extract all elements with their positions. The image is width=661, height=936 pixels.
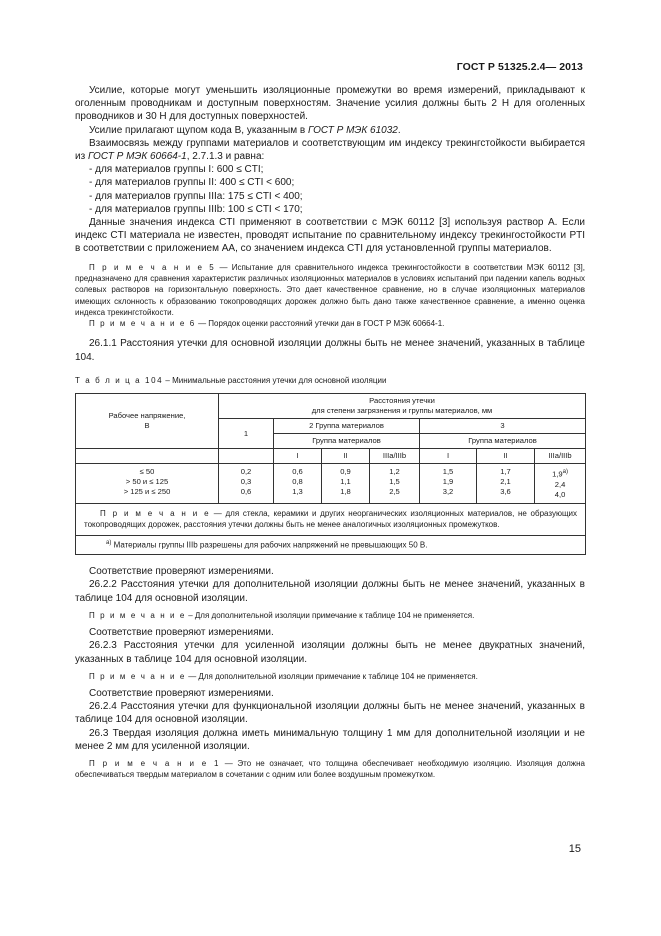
clause-26-2-2: 26.2.2 Расстояния утечки для дополнительной изоляции должны быть не менее значений, указанных в таблице 104 для основной изоляции. xyxy=(75,579,585,604)
degree2-group3-values: 1,2 1,5 2,5 xyxy=(370,464,420,504)
creepage-table xyxy=(75,393,586,555)
page-body xyxy=(75,84,585,781)
header-group-3: Группа материалов xyxy=(420,434,586,449)
check-statement: Соответствие проверяют измерениями. xyxy=(89,688,274,700)
paragraph-probe: Усилие прилагают щупом кода В, указанным в ГОСТ Р МЭК 61032. xyxy=(89,124,401,136)
paragraph-force: Усилие, которые могут уменьшить изоляционные промежутки во время измерений, прикладывают к оголенным проводникам и доступным поверхностям. Значение усилия должны быть 2 Н для оголенных проводников и 30 Н для доступных поверхностей. xyxy=(75,85,585,123)
table-caption: Т а б л и ц а 104 – Минимальные расстояния утечки для основной изоляции xyxy=(75,375,387,385)
note-5: П р и м е ч а н и е 5 — Испытание для сравнительного индекса трекингостойкости в соответствии МЭК 60112 [3], предназначено для сравнения характеристик различных изоляционных материалов в условиях испытаний при падении капель водных солевых растворов на горизонтальную поверхность. Это дает качественное сравнение, но в случае изоляционных материалов имеющих склонность к образованию токопроводящих дорожек должно быть дано также качественное сравнение, а именно оценка индекса трекингстойкости. xyxy=(75,262,585,317)
degree2-group1-values: 0,6 0,8 1,3 xyxy=(274,464,322,504)
header-sub-II: II xyxy=(322,449,370,464)
clause-26-2-3: 26.2.3 Расстояния утечки для усиленной изоляции должны быть не менее двукратных значений, указанных в таблице 104 для основной изоляции. xyxy=(75,640,585,665)
header-sub-I: I xyxy=(274,449,322,464)
list-item: - для материалов группы IIIb: 100 ≤ CTI < 170; xyxy=(89,203,303,215)
clause-26-2-4: 26.2.4 Расстояния утечки для функциональной изоляции должны быть не менее значений, указанных в таблице 104 для основной изоляции. xyxy=(75,701,585,726)
header-creepage: Расстояния утечки для степени загрязнения и группы материалов, мм xyxy=(219,394,586,419)
header-sub-I: I xyxy=(420,449,477,464)
list-item: - для материалов группы IIIa: 175 ≤ CTI < 400; xyxy=(89,190,303,202)
header-voltage: Рабочее напряжение, В xyxy=(76,394,219,449)
paragraph-cti-relation: Взаимосвязь между группами материалов и соответствующим им индексу трекингстойкости выбирается из ГОСТ Р МЭК 60664-1, 2.7.1.3 и равна: xyxy=(75,137,585,163)
list-item: - для материалов группы II: 400 ≤ CTI < 600; xyxy=(89,177,295,189)
paragraph-cti-values: Данные значения индекса CTI применяют в соответствии с МЭК 60112 [3] используя раствор А. Если индекс CTI материала не известен, проводят испытание по сравнительному индексу трекингостойкости PTI в соответствии с приложением АА, со значением индекса CTI для установленной группы материалов. xyxy=(75,217,585,255)
header-degree-2: 2 Группа материалов xyxy=(274,419,420,434)
check-statement: Соответствие проверяют измерениями. xyxy=(89,627,274,639)
header-degree-3: 3 xyxy=(420,419,586,434)
header-sub-III: IIIa/IIIb xyxy=(535,449,586,464)
standard-ref: ГОСТ Р МЭК 61032 xyxy=(307,124,398,136)
table-footnote: $^{а)}$ Материалы группы IIIb разрешены для рабочих напряжений не превышающих 50 В. xyxy=(76,535,586,555)
degree3-group3-values: 1,9$^{a)}$ 2,4 4,0 xyxy=(535,464,586,504)
degree3-group1-values: 1,5 1,9 3,2 xyxy=(420,464,477,504)
note-6: П р и м е ч а н и е 6 — Порядок оценки расстояний утечки дан в ГОСТ Р МЭК 60664-1. xyxy=(89,319,445,329)
clause-26-1-1: 26.1.1 Расстояния утечки для основной изоляции должны быть не менее значений, указанных в таблице 104. xyxy=(75,338,585,363)
degree3-group2-values: 1,7 2,1 3,6 xyxy=(477,464,535,504)
list-item: - для материалов группы I: 600 ≤ CTI; xyxy=(89,164,264,176)
check-statement: Соответствие проверяют измерениями. xyxy=(89,566,274,578)
page-number: 15 xyxy=(568,843,581,855)
degree1-values: 0,2 0,3 0,6 xyxy=(219,464,274,504)
header-group-2: Группа материалов xyxy=(274,434,420,449)
note-reinforced: П р и м е ч а н и е — Для дополнительной изоляции примечание к таблице 104 не применяется. xyxy=(89,671,478,681)
header-sub-III: IIIa/IIIb xyxy=(370,449,420,464)
voltage-values: ≤ 50 > 50 и ≤ 125 > 125 и ≤ 250 xyxy=(76,464,219,504)
table-note: П р и м е ч а н и е — для стекла, керамики и других неорганических изоляционных материалов, не образующих токопроводящих дорожек, расстояния утечки должны быть не менее аналогичных изоляционных промежутков. xyxy=(76,503,586,535)
header-sub-II: II xyxy=(477,449,535,464)
document-header: ГОСТ Р 51325.2.4— 2013 xyxy=(456,61,583,73)
header-degree-1: 1 xyxy=(219,419,274,449)
degree2-group2-values: 0,9 1,1 1,8 xyxy=(322,464,370,504)
note-supplementary: П р и м е ч а н и е – Для дополнительной изоляции примечание к таблице 104 не применяется. xyxy=(89,610,475,620)
clause-26-3: 26.3 Твердая изоляция должна иметь минимальную толщину 1 мм для дополнительной изоляции и не менее 2 мм для усиленной изоляции. xyxy=(75,727,585,752)
note-solid-insulation: П р и м е ч а н и е 1 — Это не означает, что толщина обеспечивает необходимую изоляцию. Изоляция должна обеспечиваться твердым материалом в сочетании с одним или более воздушным промежутком. xyxy=(75,759,585,780)
standard-ref: ГОСТ Р МЭК 60664-1 xyxy=(87,151,187,163)
